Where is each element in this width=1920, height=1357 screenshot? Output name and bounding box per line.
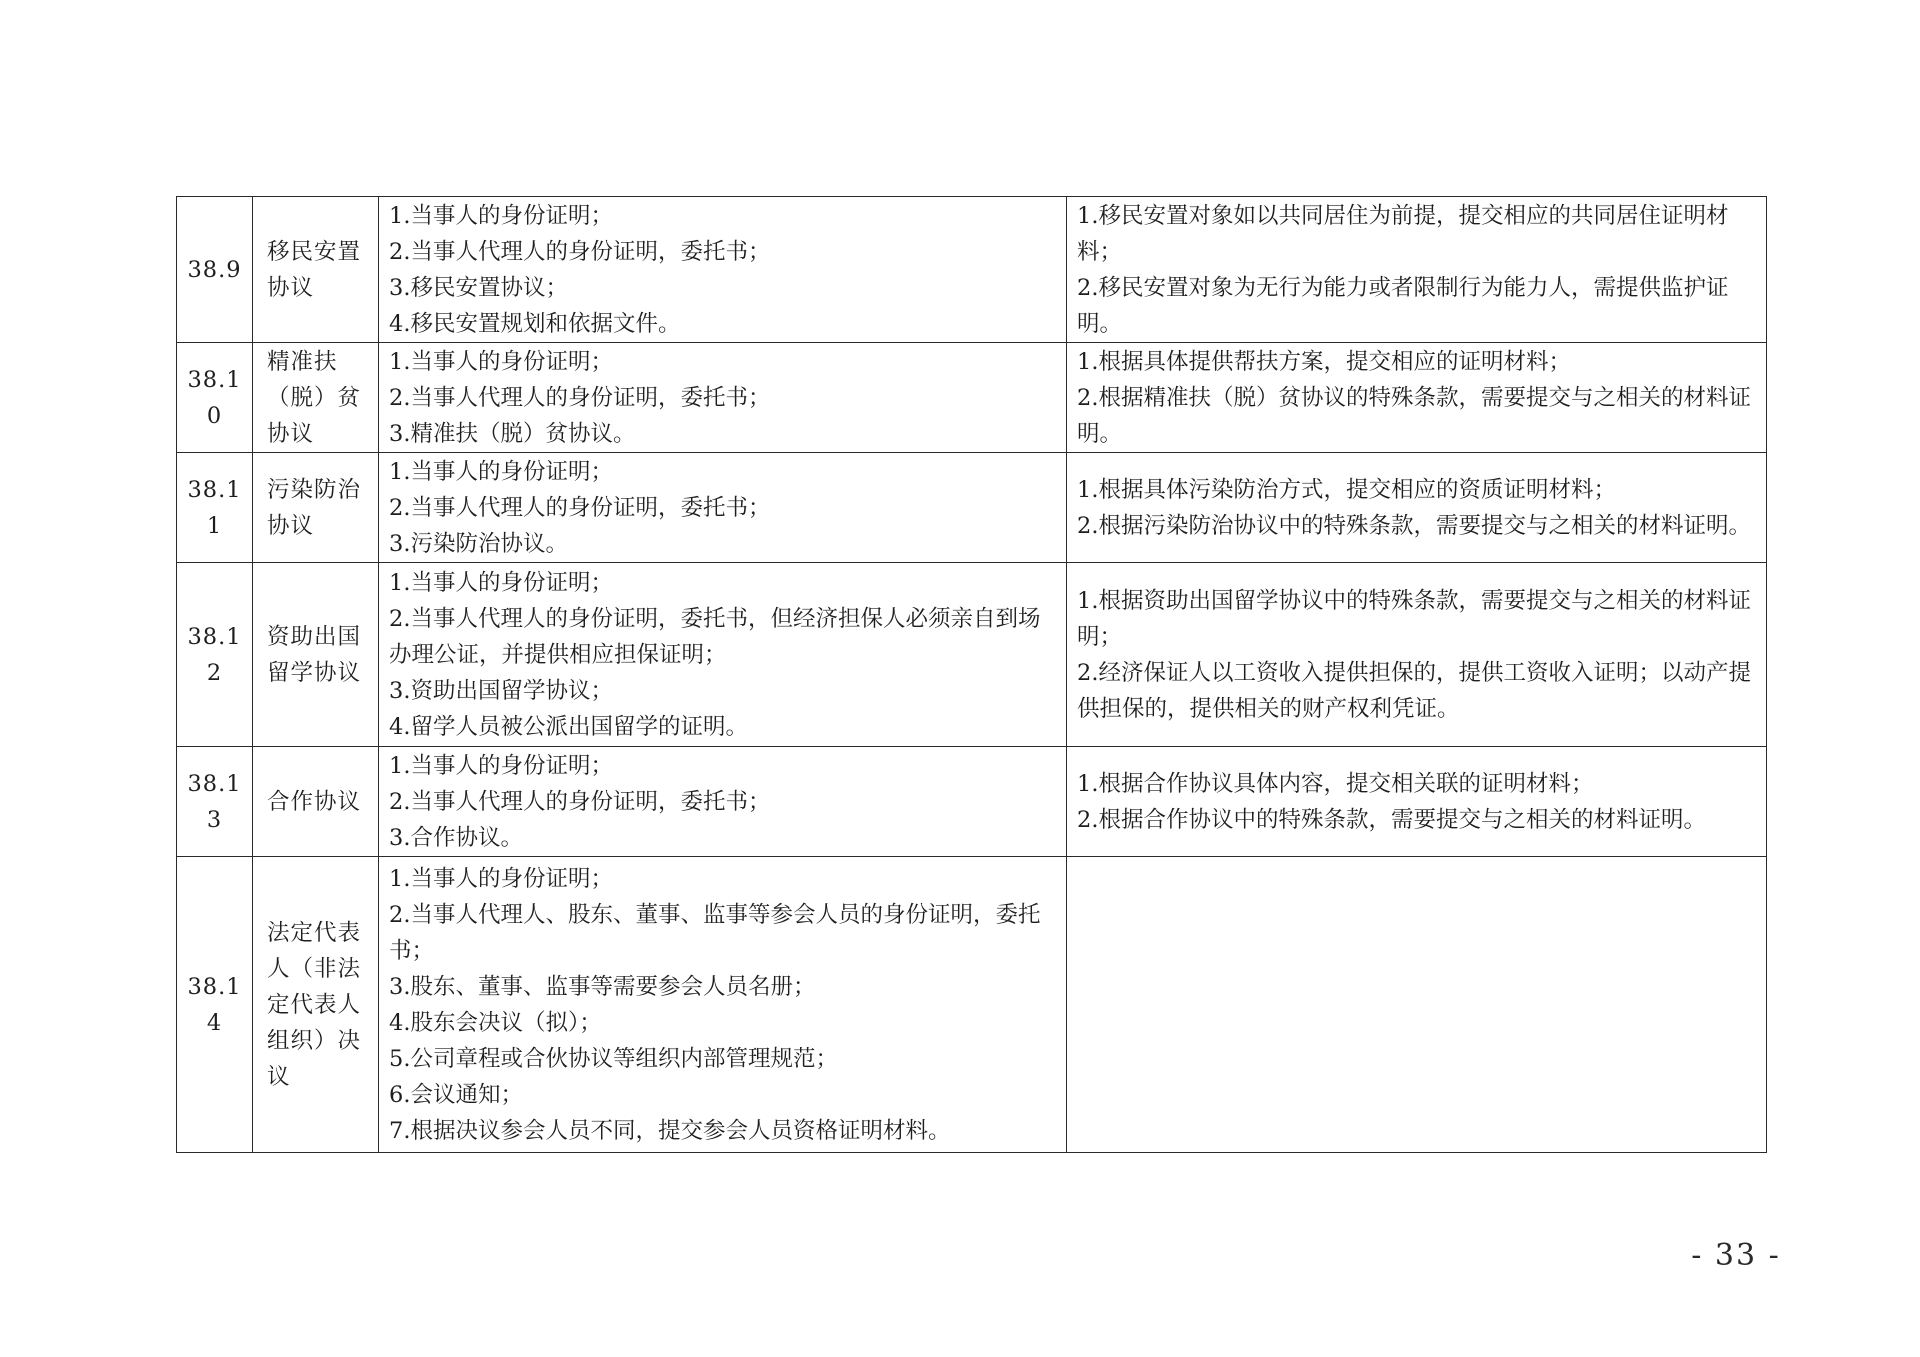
material-line: 4.股东会决议（拟）；	[389, 1009, 602, 1036]
item-number: 38.11	[177, 453, 253, 563]
note-line: 1.根据资助出国留学协议中的特殊条款，需要提交与之相关的材料证明；	[1077, 587, 1751, 650]
material-line: 1.当事人的身份证明；	[389, 752, 613, 779]
item-name: 移民安置协议	[253, 197, 379, 343]
material-line: 1.当事人的身份证明；	[389, 865, 613, 892]
notes-cell	[1067, 747, 1767, 857]
material-line: 3.股东、董事、监事等需要参会人员名册；	[389, 973, 816, 1000]
material-line: 3.移民安置协议；	[389, 274, 568, 301]
materials-cell	[379, 563, 1067, 747]
material-line: 2.当事人代理人的身份证明，委托书，但经济担保人必须亲自到场办理公证，并提供相应担保证明；	[389, 605, 1041, 668]
material-line: 6.会议通知；	[389, 1081, 523, 1108]
note-line: 1.根据合作协议具体内容，提交相关联的证明材料；	[1077, 770, 1594, 797]
material-line: 2.当事人代理人的身份证明，委托书；	[389, 238, 771, 265]
item-name: 污染防治协议	[253, 453, 379, 563]
material-line: 1.当事人的身份证明；	[389, 348, 613, 375]
item-name: 合作协议	[253, 747, 379, 857]
material-line: 7.根据决议参会人员不同，提交参会人员资格证明材料。	[389, 1117, 951, 1144]
material-line: 2.当事人代理人的身份证明，委托书；	[389, 384, 771, 411]
notes-cell	[1067, 453, 1767, 563]
material-line: 3.资助出国留学协议；	[389, 677, 613, 704]
item-name: 精准扶（脱）贫协议	[253, 343, 379, 453]
note-line: 2.经济保证人以工资收入提供担保的，提供工资收入证明；以动产提供担保的，提供相关的财产权利凭证。	[1077, 659, 1751, 722]
item-name: 资助出国留学协议	[253, 563, 379, 747]
material-line: 3.污染防治协议。	[389, 530, 568, 557]
material-line: 1.当事人的身份证明；	[389, 569, 613, 596]
table-row	[177, 343, 1767, 453]
material-line: 2.当事人代理人、股东、董事、监事等参会人员的身份证明，委托书；	[389, 901, 1041, 964]
material-line: 1.当事人的身份证明；	[389, 202, 613, 229]
material-line: 4.移民安置规划和依据文件。	[389, 310, 681, 337]
notes-cell-empty	[1067, 857, 1767, 1153]
materials-cell	[379, 197, 1067, 343]
material-line: 2.当事人代理人的身份证明，委托书；	[389, 788, 771, 815]
materials-cell	[379, 453, 1067, 563]
note-line: 1.移民安置对象如以共同居住为前提，提交相应的共同居住证明材料；	[1077, 202, 1729, 265]
requirements-table	[176, 196, 1767, 1153]
table-row	[177, 747, 1767, 857]
table-row	[177, 453, 1767, 563]
notes-cell	[1067, 563, 1767, 747]
notes-cell	[1067, 343, 1767, 453]
material-line: 4.留学人员被公派出国留学的证明。	[389, 713, 748, 740]
item-number: 38.9	[177, 197, 253, 343]
table-row	[177, 857, 1767, 1153]
note-line: 1.根据具体污染防治方式，提交相应的资质证明材料；	[1077, 476, 1616, 503]
material-line: 1.当事人的身份证明；	[389, 458, 613, 485]
item-name: 法定代表人（非法定代表人组织）决议	[253, 857, 379, 1153]
note-line: 2.根据污染防治协议中的特殊条款，需要提交与之相关的材料证明。	[1077, 512, 1751, 539]
item-number: 38.10	[177, 343, 253, 453]
table-row	[177, 197, 1767, 343]
material-line: 2.当事人代理人的身份证明，委托书；	[389, 494, 771, 521]
material-line: 5.公司章程或合伙协议等组织内部管理规范；	[389, 1045, 838, 1072]
page-number: - 33 -	[1691, 1238, 1781, 1273]
note-line: 2.根据合作协议中的特殊条款，需要提交与之相关的材料证明。	[1077, 806, 1706, 833]
item-number: 38.13	[177, 747, 253, 857]
notes-cell	[1067, 197, 1767, 343]
note-line: 2.移民安置对象为无行为能力或者限制行为能力人，需提供监护证明。	[1077, 274, 1729, 337]
item-number: 38.12	[177, 563, 253, 747]
item-number: 38.14	[177, 857, 253, 1153]
material-line: 3.精准扶（脱）贫协议。	[389, 420, 636, 447]
table-row	[177, 563, 1767, 747]
materials-cell	[379, 857, 1067, 1153]
material-line: 3.合作协议。	[389, 824, 523, 851]
materials-cell	[379, 747, 1067, 857]
note-line: 2.根据精准扶（脱）贫协议的特殊条款，需要提交与之相关的材料证明。	[1077, 384, 1751, 447]
materials-cell	[379, 343, 1067, 453]
note-line: 1.根据具体提供帮扶方案，提交相应的证明材料；	[1077, 348, 1571, 375]
